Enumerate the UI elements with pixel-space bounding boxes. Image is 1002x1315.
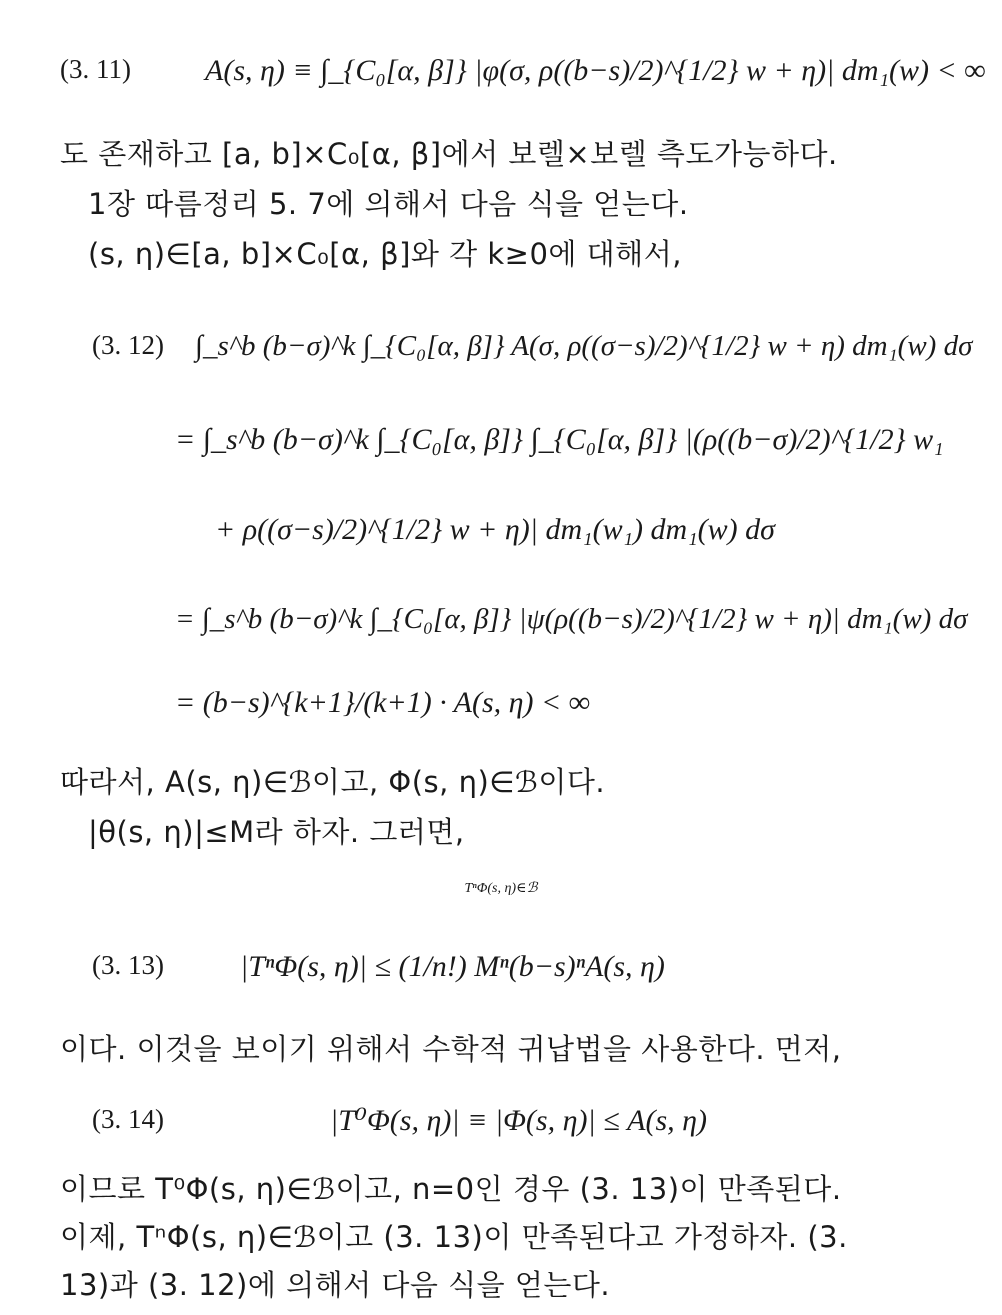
equation-3-12-line-4: = ∫_s^b (b−σ)^k ∫_{C₀[α, β]} |ψ(ρ((b−s)/2)^{1/2} w + η)| dm₁(w) dσ [175,603,968,635]
text-line-1: 도 존재하고 [a, b]×C₀[α, β]에서 보렐×보렐 측도가능하다. [60,137,838,171]
text-line-2: 1장 따름정리 5. 7에 의해서 다음 식을 얻는다. [88,187,689,221]
equation-number-3-12: (3. 12) [92,330,164,360]
equation-3-12-line-2: = ∫_s^b (b−σ)^k ∫_{C₀[α, β]} ∫_{C₀[α, β]} |(ρ((b−σ)/2)^{1/2} w₁ [175,423,944,456]
equation-3-14: |T⁰Φ(s, η)| ≡ |Φ(s, η)| ≤ A(s, η) [330,1104,708,1137]
text-line-5: |θ(s, η)|≤M라 하자. 그러면, [88,815,465,849]
equation-3-12-line-1: ∫_s^b (b−σ)^k ∫_{C₀[α, β]} A(σ, ρ((σ−s)/2)^{1/2} w + η) dm₁(w) dσ [195,330,973,362]
equation-number-3-14: (3. 14) [92,1104,164,1134]
text-line-9: 13)과 (3. 12)에 의해서 다음 식을 얻는다. [60,1268,611,1302]
equation-3-13: |TⁿΦ(s, η)| ≤ (1/n!) Mⁿ(b−s)ⁿA(s, η) [240,950,665,983]
equation-3-11: A(s, η) ≡ ∫_{C₀[α, β]} |φ(σ, ρ((b−s)/2)^{1/2} w + η)| dm₁(w) < ∞ [205,54,986,87]
text-line-4: 따라서, A(s, η)∈ℬ이고, Φ(s, η)∈ℬ이다. [60,765,606,799]
text-line-8: 이제, TⁿΦ(s, η)∈ℬ이고 (3. 13)이 만족된다고 가정하자. (3. [60,1220,848,1254]
equation-3-12-line-5: = (b−s)^{k+1}/(k+1) · A(s, η) < ∞ [175,686,591,719]
equation-3-12-line-3: + ρ((σ−s)/2)^{1/2} w + η)| dm₁(w₁) dm₁(w) dσ [215,513,775,546]
text-line-6: 이다. 이것을 보이기 위해서 수학적 귀납법을 사용한다. 먼저, [60,1032,842,1066]
text-line-7: 이므로 T⁰Φ(s, η)∈ℬ이고, n=0인 경우 (3. 13)이 만족된다. [60,1172,842,1206]
equation-number-3-11: (3. 11) [60,54,131,84]
text-line-3: (s, η)∈[a, b]×C₀[α, β]와 각 k≥0에 대해서, [88,237,682,271]
equation-Tn-membership: TⁿΦ(s, η)∈ℬ [464,881,538,896]
equation-number-3-13: (3. 13) [92,950,164,980]
